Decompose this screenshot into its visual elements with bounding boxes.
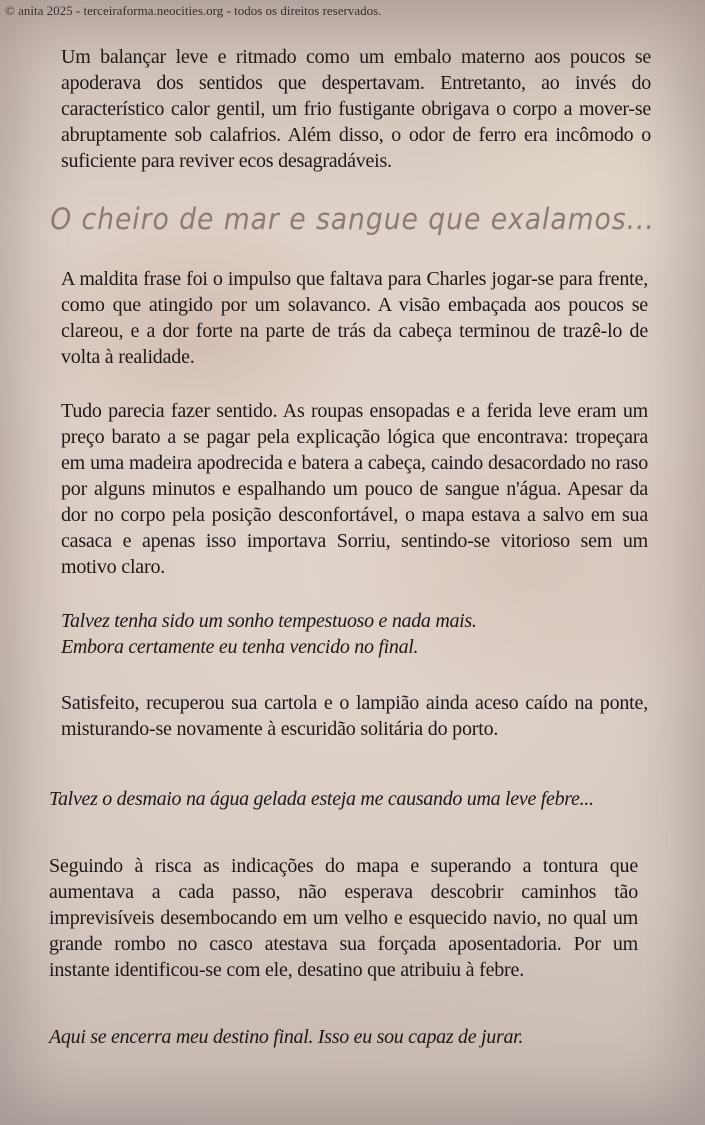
paragraph-ship: Seguindo à risca as indicações do mapa e superando a tontura que aumentava a cada passo, não esperava descobrir caminhos tão imprevisíveis desembocando em um velho e esquecido navio, no qual um grande rombo no casco atestava sua forçada aposentadoria. Por um instante identificou-se com ele, desatino que atribuiu à febre. [49, 855, 638, 981]
copyright-notice: © anita 2025 - terceiraforma.neocities.org - todos os direitos reservados. [5, 3, 382, 18]
paragraph-jolt: A maldita frase foi o impulso que faltava para Charles jogar-se para frente, como que atingido por um solavanco. A visão embaçada aos poucos se clareou, e a dor forte na parte de trás da cabeça terminou de trazê-lo de volta à realidade. [61, 268, 648, 368]
inner-thought-fever: Talvez o desmaio na água gelada esteja me causando uma leve febre... [49, 788, 594, 810]
paragraph-explanation: Tudo parecia fazer sentido. As roupas ensopadas e a ferida leve eram um preço barato a se pagar pela explicação lógica que encontrava: tropeçara em uma madeira apodrecida e batera a cabeça, caindo desacordado no raso por alguns minutos e espalhando um pouco de sangue n'água. Apesar da dor no corpo pela posição desconfortável, o mapa estava a salvo em sua casaca e apenas isso importava Sorriu, sentindo-se vitorioso sem um motivo claro. [61, 400, 648, 578]
paragraph-satisfied: Satisfeito, recuperou sua cartola e o lampião ainda aceso caído na ponte, misturando-se novamente à escuridão solitária do porto. [61, 692, 648, 740]
inner-thought-line: Talvez tenha sido um sonho tempestuoso e nada mais. [61, 610, 477, 632]
whisper-phrase: O cheiro de mar e sangue que exalamos... [50, 202, 655, 236]
paragraph-awakening: Um balançar leve e ritmado como um embalo materno aos poucos se apoderava dos sentidos que despertavam. Entretanto, ao invés do característico calor gentil, um frio fustigante obrigava o corpo a mover-se abruptamente sob calafrios. Além disso, o odor de ferro era incômodo o suficiente para reviver ecos desagradáveis. [61, 46, 651, 172]
inner-thought-dream [61, 608, 621, 660]
inner-thought-destiny: Aqui se encerra meu destino final. Isso eu sou capaz de jurar. [49, 1026, 524, 1048]
inner-thought-line: Embora certamente eu tenha vencido no final. [61, 636, 419, 658]
